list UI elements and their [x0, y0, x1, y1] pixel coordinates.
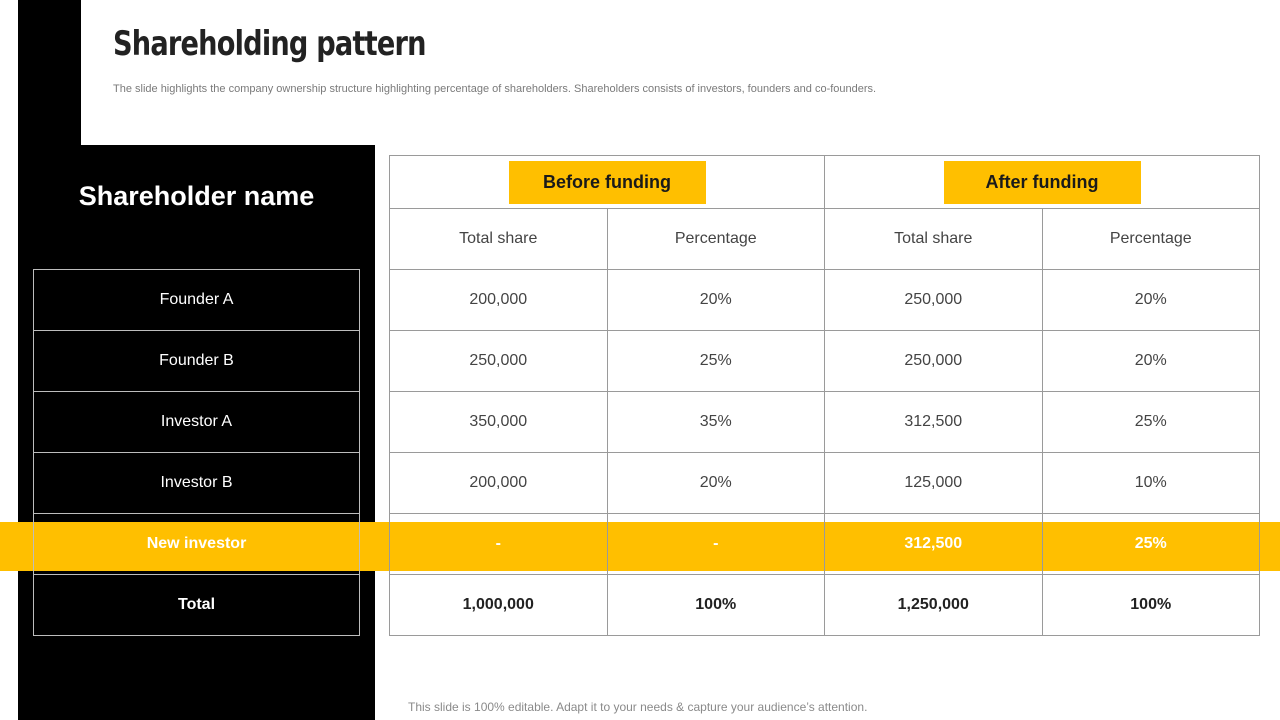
shareholder-name-cell: Total — [34, 575, 360, 636]
column-header-row — [390, 209, 1260, 270]
column-header: Total share — [390, 209, 608, 270]
table-row — [34, 575, 360, 636]
table-row — [390, 453, 1260, 514]
before-funding-label: Before funding — [509, 161, 706, 204]
column-header: Total share — [825, 209, 1043, 270]
column-header: Percentage — [1042, 209, 1260, 270]
table-cell: 312,500 — [825, 514, 1043, 575]
shareholder-name-cell: Investor A — [34, 392, 360, 453]
table-cell: 200,000 — [390, 270, 608, 331]
shareholder-name-cell: New investor — [34, 514, 360, 575]
group-header-row — [390, 156, 1260, 209]
table-row-total — [390, 575, 1260, 636]
footer-note: This slide is 100% editable. Adapt it to your needs & capture your audience’s attention. — [408, 700, 868, 714]
table-cell: 312,500 — [825, 392, 1043, 453]
table-cell: 20% — [1042, 331, 1260, 392]
table-cell: 20% — [607, 453, 825, 514]
table-row — [390, 331, 1260, 392]
table-row — [34, 270, 360, 331]
after-funding-label: After funding — [944, 161, 1141, 204]
table-row-highlighted — [390, 514, 1260, 575]
table-cell: 125,000 — [825, 453, 1043, 514]
before-funding-header-cell — [390, 156, 825, 209]
shareholder-name-cell: Founder B — [34, 331, 360, 392]
table-cell: 20% — [607, 270, 825, 331]
table-cell: - — [390, 514, 608, 575]
shareholder-name-table — [33, 269, 360, 636]
column-header: Percentage — [607, 209, 825, 270]
table-cell: 250,000 — [825, 331, 1043, 392]
table-row — [34, 331, 360, 392]
table-row — [390, 270, 1260, 331]
table-cell: 100% — [1042, 575, 1260, 636]
table-cell: 1,250,000 — [825, 575, 1043, 636]
table-cell: 25% — [607, 331, 825, 392]
shareholding-data-table — [389, 155, 1260, 636]
table-row — [390, 392, 1260, 453]
table-cell: 100% — [607, 575, 825, 636]
page-subtitle: The slide highlights the company ownership structure highlighting percentage of shareholders. Shareholders consists of investors, founders and co-founders. — [113, 83, 877, 95]
table-cell: 350,000 — [390, 392, 608, 453]
table-cell: 200,000 — [390, 453, 608, 514]
table-cell: 20% — [1042, 270, 1260, 331]
shareholder-name-heading: Shareholder name — [78, 181, 315, 211]
table-cell: 25% — [1042, 514, 1260, 575]
table-cell: 35% — [607, 392, 825, 453]
table-cell: 25% — [1042, 392, 1260, 453]
table-row — [34, 453, 360, 514]
table-cell: 10% — [1042, 453, 1260, 514]
table-row — [34, 392, 360, 453]
table-cell: 250,000 — [390, 331, 608, 392]
shareholder-name-cell: Founder A — [34, 270, 360, 331]
table-cell: 1,000,000 — [390, 575, 608, 636]
page-title: Shareholding pattern — [113, 24, 426, 64]
table-cell: - — [607, 514, 825, 575]
table-cell: 250,000 — [825, 270, 1043, 331]
table-row — [34, 514, 360, 575]
decorative-black-strip — [18, 0, 81, 146]
shareholder-name-cell: Investor B — [34, 453, 360, 514]
after-funding-header-cell — [825, 156, 1260, 209]
